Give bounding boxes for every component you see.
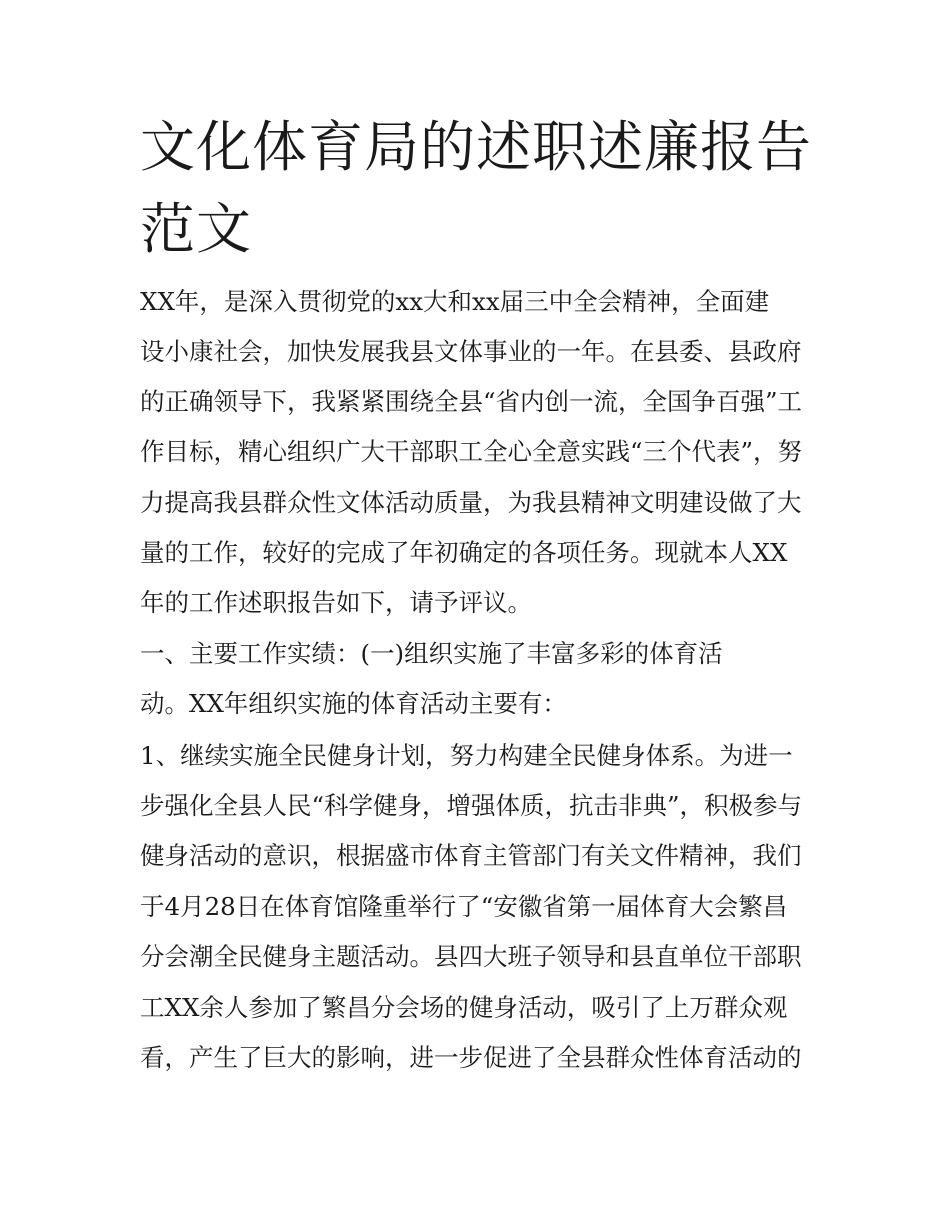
body-line: 一、主要工作实绩：(一)组织实施了丰富多彩的体育活 <box>140 639 723 668</box>
body-line: 作目标，精心组织广大干部职工全心全意实践“三个代表”，努 <box>140 437 803 466</box>
body-line: 量的工作，较好的完成了年初确定的各项任务。现就本人XX <box>140 538 788 567</box>
body-line: 步强化全县人民“科学健身，增强体质，抗击非典”，积极参与 <box>140 791 803 820</box>
body-line: XX年，是深入贯彻党的xx大和xx届三中全会精神，全面建 <box>140 287 770 316</box>
body-line: 1、继续实施全民健身计划，努力构建全民健身体系。为进一 <box>140 741 793 770</box>
body-line: 健身活动的意识，根据盛市体育主管部门有关文件精神，我们 <box>140 841 802 870</box>
body-line: 力提高我县群众性文体活动质量，为我县精神文明建设做了大 <box>140 488 802 517</box>
body-line: 于4月28日在体育馆隆重举行了“安徽省第一届体育大会繁昌 <box>140 892 788 921</box>
document-title: 文化体育局的述职述廉报告范文 <box>140 115 813 261</box>
body-line: 年的工作述职报告如下，请予评议。 <box>140 588 532 617</box>
body-line: 动。XX年组织实施的体育活动主要有： <box>140 689 567 718</box>
body-line: 分会潮全民健身主题活动。县四大班子领导和县直单位干部职 <box>140 942 802 971</box>
body-line: 工XX余人参加了繁昌分会场的健身活动，吸引了上万群众观 <box>140 993 788 1022</box>
body-line: 设小康社会，加快发展我县文体事业的一年。在县委、县政府 <box>140 337 802 366</box>
body-line: 看，产生了巨大的影响，进一步促进了全县群众性体育活动的 <box>140 1043 802 1072</box>
body-line: 的正确领导下，我紧紧围绕全县“省内创一流，全国争百强”工 <box>140 387 803 416</box>
